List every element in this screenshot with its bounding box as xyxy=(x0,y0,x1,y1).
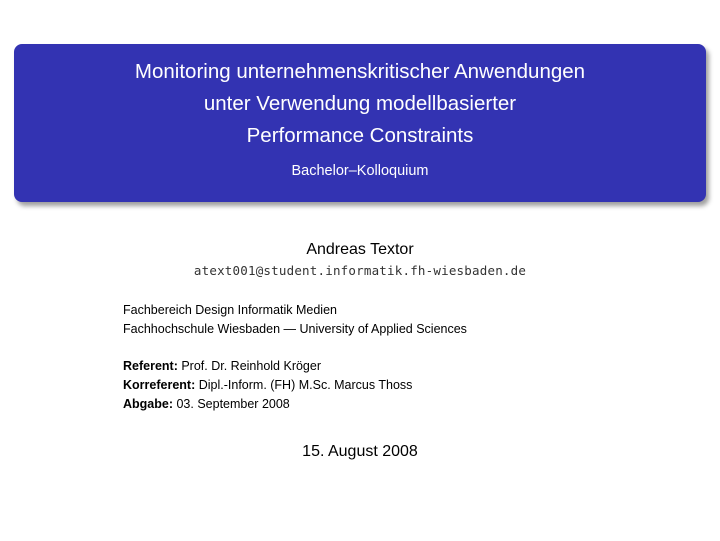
referent-row xyxy=(123,357,412,376)
korreferent-value: Dipl.-Inform. (FH) M.Sc. Marcus Thoss xyxy=(195,378,413,392)
abgabe-label: Abgabe: xyxy=(123,397,173,411)
title-box xyxy=(14,44,706,202)
subtitle: Bachelor–Kolloquium xyxy=(291,163,429,179)
presentation-date: 15. August 2008 xyxy=(302,443,418,460)
author-name: Andreas Textor xyxy=(306,241,414,258)
korreferent-label: Korreferent: xyxy=(123,378,196,392)
author-email: atext001@student.informatik.fh-wiesbaden.de xyxy=(193,263,527,278)
school: Fachhochschule Wiesbaden — University of Applied Sciences xyxy=(123,322,467,336)
department: Fachbereich Design Informatik Medien xyxy=(123,303,337,317)
referent-label: Referent: xyxy=(123,359,178,373)
title-line-3: Performance Constraints xyxy=(246,124,474,147)
institution-block xyxy=(123,301,467,339)
title-line-2: unter Verwendung modellbasierter xyxy=(203,92,517,115)
referent-value: Prof. Dr. Reinhold Kröger xyxy=(177,359,321,373)
thesis-details xyxy=(123,357,412,414)
abgabe-value: 03. September 2008 xyxy=(173,397,290,411)
korreferent-row xyxy=(123,376,412,395)
title-line-1: Monitoring unternehmenskritischer Anwendungen xyxy=(134,60,586,83)
abgabe-row xyxy=(123,395,412,414)
